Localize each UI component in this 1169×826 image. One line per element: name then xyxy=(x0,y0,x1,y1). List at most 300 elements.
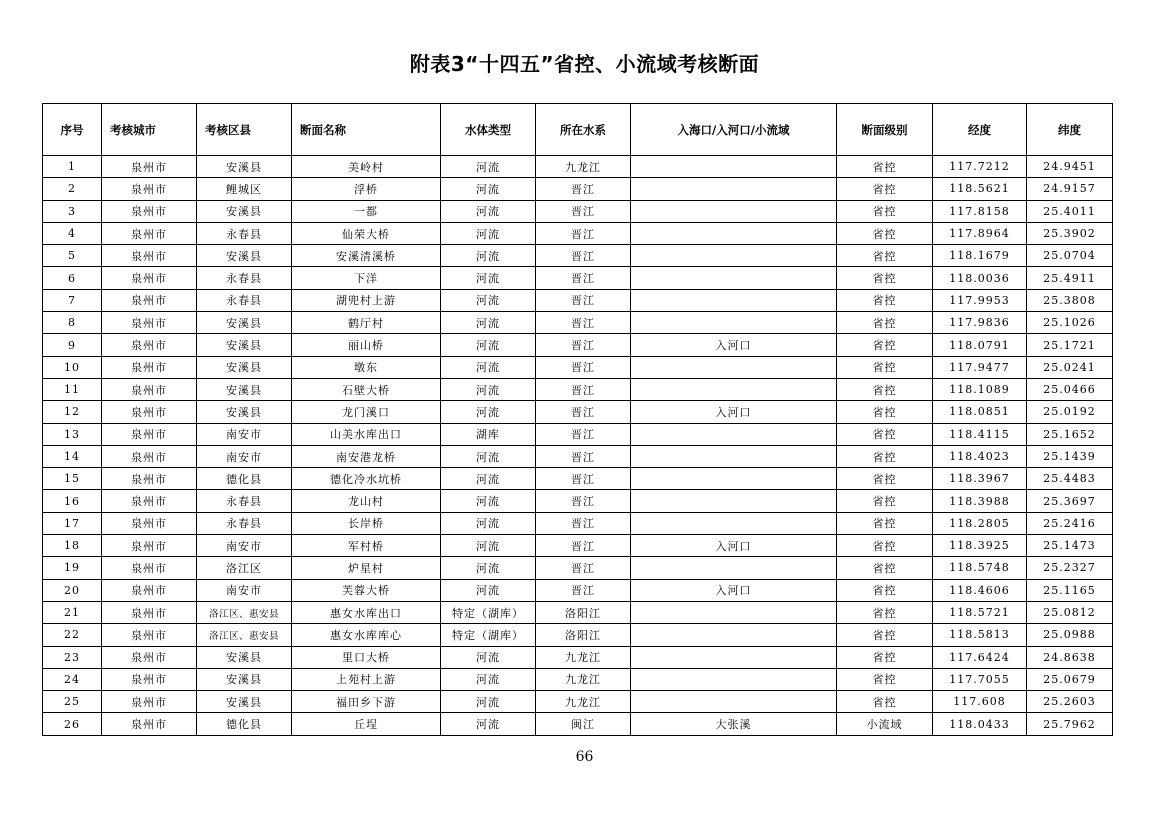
cell-district: 安溪县 xyxy=(197,245,292,267)
cell-district: 安溪县 xyxy=(197,646,292,668)
cell-latitude: 24.9157 xyxy=(1027,178,1113,200)
cell-outlet-type xyxy=(631,624,837,646)
cell-river-system: 九龙江 xyxy=(536,691,631,713)
cell-outlet-type xyxy=(631,156,837,178)
cell-city: 泉州市 xyxy=(102,579,197,601)
cell-water-type: 河流 xyxy=(441,579,536,601)
cell-water-type: 河流 xyxy=(441,222,536,244)
cell-section-name: 丘埕 xyxy=(292,713,441,735)
cell-water-type: 湖库 xyxy=(441,423,536,445)
cell-latitude: 25.0192 xyxy=(1027,401,1113,423)
table-row xyxy=(43,334,1113,356)
cell-river-system: 晋江 xyxy=(536,557,631,579)
cell-outlet-type: 入河口 xyxy=(631,535,837,557)
cell-index: 21 xyxy=(43,601,102,623)
cell-latitude: 25.1439 xyxy=(1027,445,1113,467)
cell-latitude: 25.1721 xyxy=(1027,334,1113,356)
cell-section-name: 长岸桥 xyxy=(292,512,441,534)
cell-section-level: 省控 xyxy=(837,378,933,400)
cell-outlet-type xyxy=(631,267,837,289)
cell-section-level: 省控 xyxy=(837,579,933,601)
cell-longitude: 118.3988 xyxy=(933,490,1027,512)
cell-outlet-type: 入河口 xyxy=(631,579,837,601)
cell-outlet-type xyxy=(631,668,837,690)
cell-section-level: 省控 xyxy=(837,624,933,646)
cell-water-type: 河流 xyxy=(441,468,536,490)
cell-section-name: 芙蓉大桥 xyxy=(292,579,441,601)
cell-city: 泉州市 xyxy=(102,245,197,267)
table-row xyxy=(43,200,1113,222)
cell-district: 南安市 xyxy=(197,445,292,467)
cell-district: 南安市 xyxy=(197,579,292,601)
cell-longitude: 117.8158 xyxy=(933,200,1027,222)
cell-latitude: 25.3697 xyxy=(1027,490,1113,512)
cell-city: 泉州市 xyxy=(102,646,197,668)
table-row xyxy=(43,468,1113,490)
cell-index: 19 xyxy=(43,557,102,579)
cell-longitude: 118.0791 xyxy=(933,334,1027,356)
cell-district: 永春县 xyxy=(197,267,292,289)
cell-longitude: 118.5721 xyxy=(933,601,1027,623)
cell-city: 泉州市 xyxy=(102,156,197,178)
cell-index: 15 xyxy=(43,468,102,490)
cell-water-type: 河流 xyxy=(441,646,536,668)
cell-water-type: 河流 xyxy=(441,691,536,713)
table-row xyxy=(43,445,1113,467)
cell-outlet-type xyxy=(631,601,837,623)
cell-index: 22 xyxy=(43,624,102,646)
column-header-city: 考核城市 xyxy=(102,104,197,156)
cell-longitude: 118.5621 xyxy=(933,178,1027,200)
table-row xyxy=(43,691,1113,713)
cell-district: 永春县 xyxy=(197,222,292,244)
cell-city: 泉州市 xyxy=(102,356,197,378)
cell-section-level: 省控 xyxy=(837,601,933,623)
cell-water-type: 河流 xyxy=(441,668,536,690)
cell-district: 南安市 xyxy=(197,423,292,445)
cell-latitude: 25.1652 xyxy=(1027,423,1113,445)
cell-water-type: 河流 xyxy=(441,356,536,378)
table-row xyxy=(43,156,1113,178)
cell-river-system: 晋江 xyxy=(536,445,631,467)
cell-water-type: 河流 xyxy=(441,200,536,222)
cell-city: 泉州市 xyxy=(102,222,197,244)
cell-water-type: 河流 xyxy=(441,713,536,735)
cell-water-type: 河流 xyxy=(441,557,536,579)
cell-index: 24 xyxy=(43,668,102,690)
page-title: 附表3“十四五”省控、小流域考核断面 xyxy=(409,52,760,76)
cell-latitude: 25.0241 xyxy=(1027,356,1113,378)
cell-outlet-type xyxy=(631,289,837,311)
cell-section-name: 军村桥 xyxy=(292,535,441,557)
cell-water-type: 河流 xyxy=(441,245,536,267)
cell-water-type: 河流 xyxy=(441,267,536,289)
cell-city: 泉州市 xyxy=(102,200,197,222)
cell-district: 安溪县 xyxy=(197,156,292,178)
cell-index: 1 xyxy=(43,156,102,178)
cell-index: 3 xyxy=(43,200,102,222)
cell-water-type: 河流 xyxy=(441,289,536,311)
cell-section-name: 里口大桥 xyxy=(292,646,441,668)
column-header-river-system: 所在水系 xyxy=(536,104,631,156)
table-body xyxy=(43,156,1113,736)
cell-river-system: 晋江 xyxy=(536,535,631,557)
cell-longitude: 117.6424 xyxy=(933,646,1027,668)
cell-district: 安溪县 xyxy=(197,691,292,713)
cell-water-type: 河流 xyxy=(441,535,536,557)
cell-index: 11 xyxy=(43,378,102,400)
cell-section-level: 省控 xyxy=(837,401,933,423)
cell-river-system: 闽江 xyxy=(536,713,631,735)
table-row xyxy=(43,289,1113,311)
cell-longitude: 118.1679 xyxy=(933,245,1027,267)
column-header-longitude: 经度 xyxy=(933,104,1027,156)
cell-outlet-type: 入河口 xyxy=(631,401,837,423)
cell-river-system: 晋江 xyxy=(536,512,631,534)
cell-latitude: 25.0679 xyxy=(1027,668,1113,690)
cell-section-level: 省控 xyxy=(837,646,933,668)
cell-section-level: 省控 xyxy=(837,512,933,534)
cell-district: 洛江区、惠安县 xyxy=(197,624,292,646)
cell-section-level: 小流域 xyxy=(837,713,933,735)
cell-district: 德化县 xyxy=(197,468,292,490)
cell-outlet-type xyxy=(631,312,837,334)
cell-water-type: 河流 xyxy=(441,312,536,334)
cell-section-level: 省控 xyxy=(837,245,933,267)
cell-city: 泉州市 xyxy=(102,624,197,646)
cell-city: 泉州市 xyxy=(102,445,197,467)
cell-latitude: 25.4483 xyxy=(1027,468,1113,490)
cell-section-name: 丽山桥 xyxy=(292,334,441,356)
cell-section-name: 仙荣大桥 xyxy=(292,222,441,244)
table-header-row xyxy=(43,104,1113,156)
cell-longitude: 118.4023 xyxy=(933,445,1027,467)
cell-outlet-type: 入河口 xyxy=(631,334,837,356)
cell-river-system: 晋江 xyxy=(536,378,631,400)
cell-city: 泉州市 xyxy=(102,312,197,334)
cell-city: 泉州市 xyxy=(102,289,197,311)
cell-section-level: 省控 xyxy=(837,490,933,512)
cell-district: 洛江区、惠安县 xyxy=(197,601,292,623)
cell-outlet-type xyxy=(631,423,837,445)
cell-latitude: 25.1473 xyxy=(1027,535,1113,557)
cell-river-system: 晋江 xyxy=(536,490,631,512)
cell-latitude: 25.3902 xyxy=(1027,222,1113,244)
cell-river-system: 晋江 xyxy=(536,312,631,334)
cell-city: 泉州市 xyxy=(102,691,197,713)
cell-river-system: 晋江 xyxy=(536,178,631,200)
cell-city: 泉州市 xyxy=(102,334,197,356)
cell-outlet-type xyxy=(631,468,837,490)
cell-section-name: 一都 xyxy=(292,200,441,222)
cell-section-name: 安溪清溪桥 xyxy=(292,245,441,267)
table-row xyxy=(43,312,1113,334)
table-row xyxy=(43,378,1113,400)
cell-city: 泉州市 xyxy=(102,601,197,623)
cell-section-level: 省控 xyxy=(837,334,933,356)
cell-city: 泉州市 xyxy=(102,557,197,579)
cell-outlet-type xyxy=(631,445,837,467)
cell-district: 德化县 xyxy=(197,713,292,735)
cell-district: 安溪县 xyxy=(197,668,292,690)
cell-latitude: 25.7962 xyxy=(1027,713,1113,735)
column-header-section-level: 断面级别 xyxy=(837,104,933,156)
cell-longitude: 117.7212 xyxy=(933,156,1027,178)
page-number: 66 xyxy=(575,749,594,765)
table-row xyxy=(43,668,1113,690)
cell-water-type: 河流 xyxy=(441,156,536,178)
cell-index: 23 xyxy=(43,646,102,668)
cell-water-type: 河流 xyxy=(441,512,536,534)
cell-section-level: 省控 xyxy=(837,557,933,579)
cell-river-system: 洛阳江 xyxy=(536,601,631,623)
cell-latitude: 25.0812 xyxy=(1027,601,1113,623)
cell-city: 泉州市 xyxy=(102,490,197,512)
cell-river-system: 晋江 xyxy=(536,200,631,222)
table-row xyxy=(43,624,1113,646)
column-header-latitude: 纬度 xyxy=(1027,104,1113,156)
cell-district: 安溪县 xyxy=(197,356,292,378)
cell-section-level: 省控 xyxy=(837,312,933,334)
cell-outlet-type xyxy=(631,356,837,378)
cell-river-system: 晋江 xyxy=(536,222,631,244)
cell-latitude: 25.2603 xyxy=(1027,691,1113,713)
column-header-outlet-type: 入海口/入河口/小流域 xyxy=(631,104,837,156)
cell-section-name: 南安港龙桥 xyxy=(292,445,441,467)
cell-water-type: 河流 xyxy=(441,445,536,467)
cell-outlet-type xyxy=(631,200,837,222)
cell-water-type: 河流 xyxy=(441,378,536,400)
cell-section-level: 省控 xyxy=(837,156,933,178)
cell-section-name: 德化冷水坑桥 xyxy=(292,468,441,490)
cell-section-name: 炉星村 xyxy=(292,557,441,579)
table-row xyxy=(43,557,1113,579)
cell-section-name: 龙山村 xyxy=(292,490,441,512)
cell-index: 14 xyxy=(43,445,102,467)
cell-city: 泉州市 xyxy=(102,378,197,400)
cell-river-system: 晋江 xyxy=(536,401,631,423)
table-row xyxy=(43,245,1113,267)
cell-city: 泉州市 xyxy=(102,178,197,200)
table-row xyxy=(43,490,1113,512)
cell-longitude: 117.9477 xyxy=(933,356,1027,378)
cell-section-name: 石壁大桥 xyxy=(292,378,441,400)
cell-river-system: 晋江 xyxy=(536,334,631,356)
cell-latitude: 25.1026 xyxy=(1027,312,1113,334)
cell-river-system: 晋江 xyxy=(536,579,631,601)
table-row xyxy=(43,267,1113,289)
cell-longitude: 117.9836 xyxy=(933,312,1027,334)
cell-index: 7 xyxy=(43,289,102,311)
cell-city: 泉州市 xyxy=(102,512,197,534)
cell-water-type: 河流 xyxy=(441,178,536,200)
cell-river-system: 晋江 xyxy=(536,356,631,378)
cell-latitude: 25.0704 xyxy=(1027,245,1113,267)
cell-section-level: 省控 xyxy=(837,222,933,244)
cell-river-system: 九龙江 xyxy=(536,646,631,668)
cell-section-name: 上苑村上游 xyxy=(292,668,441,690)
cell-longitude: 118.4606 xyxy=(933,579,1027,601)
cell-latitude: 25.4011 xyxy=(1027,200,1113,222)
cell-longitude: 118.0851 xyxy=(933,401,1027,423)
cell-latitude: 24.9451 xyxy=(1027,156,1113,178)
cell-longitude: 117.8964 xyxy=(933,222,1027,244)
cell-section-name: 下洋 xyxy=(292,267,441,289)
cell-section-level: 省控 xyxy=(837,668,933,690)
cell-river-system: 晋江 xyxy=(536,468,631,490)
cell-latitude: 25.2416 xyxy=(1027,512,1113,534)
cell-district: 洛江区 xyxy=(197,557,292,579)
cell-section-name: 惠女水库出口 xyxy=(292,601,441,623)
cell-city: 泉州市 xyxy=(102,713,197,735)
cell-longitude: 118.0036 xyxy=(933,267,1027,289)
cell-water-type: 特定（湖库） xyxy=(441,624,536,646)
cell-section-level: 省控 xyxy=(837,445,933,467)
cell-outlet-type xyxy=(631,222,837,244)
table-row xyxy=(43,423,1113,445)
cell-section-level: 省控 xyxy=(837,468,933,490)
cell-index: 6 xyxy=(43,267,102,289)
cell-index: 2 xyxy=(43,178,102,200)
cell-river-system: 九龙江 xyxy=(536,156,631,178)
cell-section-level: 省控 xyxy=(837,289,933,311)
cell-district: 永春县 xyxy=(197,490,292,512)
cell-longitude: 118.4115 xyxy=(933,423,1027,445)
column-header-index: 序号 xyxy=(43,104,102,156)
cell-outlet-type xyxy=(631,490,837,512)
cell-outlet-type xyxy=(631,691,837,713)
cell-water-type: 河流 xyxy=(441,401,536,423)
cell-river-system: 晋江 xyxy=(536,245,631,267)
cell-longitude: 118.1089 xyxy=(933,378,1027,400)
cell-city: 泉州市 xyxy=(102,267,197,289)
cell-district: 永春县 xyxy=(197,289,292,311)
table-row xyxy=(43,512,1113,534)
cell-outlet-type xyxy=(631,557,837,579)
cell-section-level: 省控 xyxy=(837,178,933,200)
cell-water-type: 河流 xyxy=(441,334,536,356)
cell-index: 9 xyxy=(43,334,102,356)
cell-latitude: 25.3808 xyxy=(1027,289,1113,311)
cell-section-name: 墩东 xyxy=(292,356,441,378)
cell-district: 安溪县 xyxy=(197,200,292,222)
cell-latitude: 25.2327 xyxy=(1027,557,1113,579)
cell-outlet-type xyxy=(631,646,837,668)
cell-section-level: 省控 xyxy=(837,356,933,378)
cell-longitude: 118.0433 xyxy=(933,713,1027,735)
cell-section-level: 省控 xyxy=(837,423,933,445)
cell-longitude: 118.5748 xyxy=(933,557,1027,579)
cell-water-type: 特定（湖库） xyxy=(441,601,536,623)
table-row xyxy=(43,713,1113,735)
table-row xyxy=(43,601,1113,623)
table-row xyxy=(43,356,1113,378)
cell-section-level: 省控 xyxy=(837,535,933,557)
column-header-water-type: 水体类型 xyxy=(441,104,536,156)
cell-section-name: 浮桥 xyxy=(292,178,441,200)
cell-city: 泉州市 xyxy=(102,423,197,445)
cell-outlet-type xyxy=(631,512,837,534)
cell-section-level: 省控 xyxy=(837,691,933,713)
cell-section-name: 湖兜村上游 xyxy=(292,289,441,311)
cell-section-level: 省控 xyxy=(837,267,933,289)
cell-latitude: 25.0466 xyxy=(1027,378,1113,400)
cell-outlet-type xyxy=(631,378,837,400)
column-header-district: 考核区县 xyxy=(197,104,292,156)
cell-longitude: 117.9953 xyxy=(933,289,1027,311)
cell-river-system: 晋江 xyxy=(536,289,631,311)
cell-district: 南安市 xyxy=(197,535,292,557)
cell-river-system: 晋江 xyxy=(536,267,631,289)
table-row xyxy=(43,222,1113,244)
cell-section-name: 山美水库出口 xyxy=(292,423,441,445)
cell-district: 永春县 xyxy=(197,512,292,534)
cell-district: 安溪县 xyxy=(197,401,292,423)
cell-city: 泉州市 xyxy=(102,401,197,423)
cell-longitude: 118.2805 xyxy=(933,512,1027,534)
cell-latitude: 25.0988 xyxy=(1027,624,1113,646)
cell-index: 4 xyxy=(43,222,102,244)
column-header-section-name: 断面名称 xyxy=(292,104,441,156)
cell-longitude: 117.608 xyxy=(933,691,1027,713)
cell-longitude: 118.3967 xyxy=(933,468,1027,490)
assessment-section-table xyxy=(42,103,1113,736)
cell-district: 安溪县 xyxy=(197,334,292,356)
cell-latitude: 25.1165 xyxy=(1027,579,1113,601)
cell-section-name: 龙门溪口 xyxy=(292,401,441,423)
table-row xyxy=(43,401,1113,423)
cell-river-system: 九龙江 xyxy=(536,668,631,690)
cell-index: 13 xyxy=(43,423,102,445)
cell-longitude: 117.7055 xyxy=(933,668,1027,690)
cell-section-level: 省控 xyxy=(837,200,933,222)
cell-water-type: 河流 xyxy=(441,490,536,512)
cell-latitude: 24.8638 xyxy=(1027,646,1113,668)
cell-index: 18 xyxy=(43,535,102,557)
cell-index: 26 xyxy=(43,713,102,735)
cell-section-name: 惠女水库库心 xyxy=(292,624,441,646)
cell-section-name: 美岭村 xyxy=(292,156,441,178)
cell-city: 泉州市 xyxy=(102,468,197,490)
cell-index: 17 xyxy=(43,512,102,534)
cell-district: 安溪县 xyxy=(197,378,292,400)
cell-district: 安溪县 xyxy=(197,312,292,334)
cell-outlet-type xyxy=(631,245,837,267)
cell-index: 20 xyxy=(43,579,102,601)
cell-outlet-type xyxy=(631,178,837,200)
cell-latitude: 25.4911 xyxy=(1027,267,1113,289)
cell-index: 8 xyxy=(43,312,102,334)
cell-index: 25 xyxy=(43,691,102,713)
cell-section-name: 福田乡下游 xyxy=(292,691,441,713)
cell-section-name: 鹤厅村 xyxy=(292,312,441,334)
table-row xyxy=(43,646,1113,668)
table-row xyxy=(43,178,1113,200)
table-row xyxy=(43,579,1113,601)
cell-river-system: 洛阳江 xyxy=(536,624,631,646)
cell-river-system: 晋江 xyxy=(536,423,631,445)
table-row xyxy=(43,535,1113,557)
cell-index: 10 xyxy=(43,356,102,378)
cell-longitude: 118.3925 xyxy=(933,535,1027,557)
cell-index: 5 xyxy=(43,245,102,267)
cell-city: 泉州市 xyxy=(102,668,197,690)
cell-index: 16 xyxy=(43,490,102,512)
cell-index: 12 xyxy=(43,401,102,423)
cell-city: 泉州市 xyxy=(102,535,197,557)
cell-longitude: 118.5813 xyxy=(933,624,1027,646)
cell-district: 鲤城区 xyxy=(197,178,292,200)
